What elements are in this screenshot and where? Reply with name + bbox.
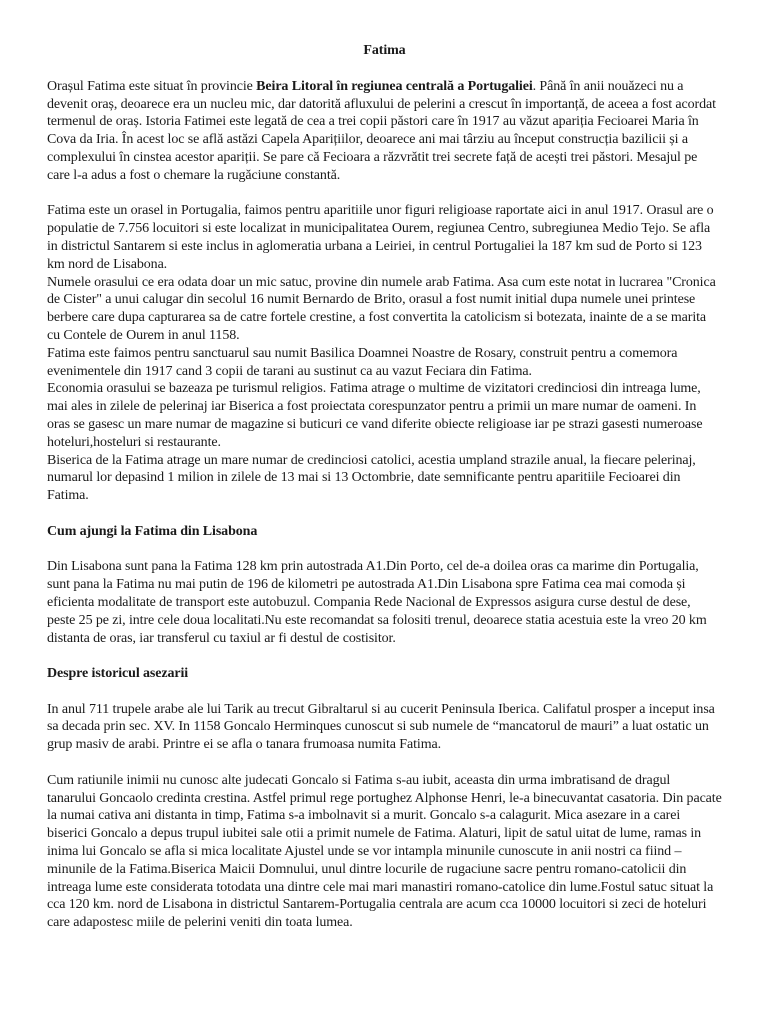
paragraph-gap (47, 505, 722, 523)
document-title: Fatima (363, 43, 406, 58)
section-text-travel: Din Lisabona sunt pana la Fatima 128 km prin autostrada A1.Din Porto, cel de-a doilea oras ca marime din Portugalia, sunt pana la Fatima nu mai putin de 196 de kilometri pe autostrada A1.Din Lisabona spre Fatima cea mai comoda și eficienta modalitate de transport este autobuzul. Compania Rede Nacional de Expressos asigura curse destul de dese, peste 25 pe zi, intre cele doua localitati.Nu este recomandat sa folositi trenul, deoarece statia acestuia este la vreo 20 km distanta de oras, iar transferul cu taxiul ar fi destul de costisitor. (47, 559, 707, 646)
document-page (47, 42, 722, 932)
section-heading-travel: Cum ajungi la Fatima din Lisabona (47, 523, 258, 539)
section-text-history-2: Cum ratiunile inimii nu cunosc alte judecati Goncalo si Fatima s-au iubit, aceasta din urma imbratisand de dragul tanarului Goncaolo credinta crestina. Astfel primul rege portughez Alphonse Henri, le-a binecuvantat casatoria. Din pacate la numai cativa ani distanta in timp, Fatima s-a imbolnavit si a murit. Goncalo s-a calagurit. Mica asezare in a carei biserici Goncalo a depus trupul iubitei sale otii a primit numele de Fatima. Alaturi, lipit de satul uitat de lume, ramas in inima lui Goncalo se afla si mica localitate Ajustel unde se vor intampla minunile cunoscute in anii nostri ca fiind – minunile de la Fatima.Biserica Maicii Domnului, unul dintre locurile de rugaciune sacre pentru romano-catolicii din intreaga lume este considerata totodata una dintre cele mai mari manastiri romano-catolice din lume.Fostul satuc situat la cca 120 km. nord de Lisabona in districtul Santarem-Portugalia centrala are acum cca 10000 locuitori si zeci de hoteluri care adapostesc miile de pelerini veniti din toata lumea. (47, 772, 722, 931)
paragraph-gap (47, 683, 722, 701)
intro-text-end: . Până în anii nouăzeci nu a devenit oraș, deoarece era un nucleu mic, dar datorită afluxului de pelerini a crescut în importanță, de aceea a fost acordat termenul de oraș. Istoria Fatimei este legată de cea a trei copii păstori care în 1917 au văzut apariția Fecioarei Maria în Cova da Iria. În acest loc se află astăzi Capela Aparițiilor, deoarece ani mai târziu au început construcția bazilicii și a complexului în cinstea acestor apariții. Se pare că Fecioara a răzvrătit trei secrete față de acești trei păstori. Mesajul pe care l-a adus a fost o chemare la rugăciune constantă. (47, 78, 716, 183)
paragraph-population: Fatima este un orasel in Portugalia, faimos pentru aparitiile unor figuri religioase raportate aici in anul 1917. Orasul are o populatie de 7.756 locuitori si este localizat in municipalitatea Ourem, regiunea Centro, subregiunea Medio Tejo. Se afla in districtul Santarem si este inclus in aglomeratia urbana a Leiriei, in centrul Portugaliei la 187 km sud de Porto si 123 km nord de Lisabona. (47, 203, 714, 272)
section-heading-history: Despre istoricul asezarii (47, 666, 189, 682)
paragraph-gap (47, 541, 722, 559)
paragraph-economy: Economia orasului se bazeaza pe turismul religios. Fatima atrage o multime de vizitatori credinciosi din intreaga lume, mai ales in zilele de pelerinaj iar Biserica a fost proiectata corespunzator pentru a primii un mare numar de oameni. In oras se gasesc un mare numar de magazine si buticuri ce vand diferite obiecte religioase iar pe strazi gasesti numeroase hoteluri,hosteluri si restaurante. (47, 381, 703, 450)
paragraph-gap (47, 754, 722, 772)
paragraph-gap (47, 647, 722, 665)
paragraph-pilgrims: Biserica de la Fatima atrage un mare numar de credinciosi catolici, acestia umpland strazile anual, la fiecare pelerinaj, numarul lor depasind 1 milion in zilele de 13 mai si 13 Octombrie, date semnificante pentru aparitiile Fecioarei din Fatima. (47, 452, 696, 504)
intro-paragraph (47, 78, 722, 185)
section-text-history-1: In anul 711 trupele arabe ale lui Tarik au trecut Gibraltarul si au cucerit Peninsula Iberica. Califatul prosper a inceput insa sa decada prin sec. XV. In 1158 Goncalo Herminques cunoscut si sub numele de “mancatorul de mauri” a luat ostatic un grup masiv de arabi. Printre ei se afla o tanara frumoasa numita Fatima. (47, 701, 715, 753)
intro-bold-region: Beira Litoral în regiunea centrală a Portugaliei (256, 78, 533, 94)
paragraph-name-origin: Numele orasului ce era odata doar un mic satuc, provine din numele arab Fatima. Asa cum este notat in lucrarea "Cronica de Cister" a unui calugar din secolul 16 numit Bernardo de Brito, orasul a fost numit initial dupa numele unei printese berbere care dupa capturarea sa de catre fortele crestine, a fost convertita la catolicism si botezata, inainte de a se marita cu Contele de Ourem in anul 1158. (47, 274, 716, 343)
paragraph-gap (47, 185, 722, 203)
paragraph-sanctuary: Fatima este faimos pentru sanctuarul sau numit Basilica Doamnei Noastre de Rosary, construit pentru a comemora evenimentele din 1917 cand 3 copii de tarani au sustinut ca au vazut Feciara din Fatima. (47, 345, 678, 379)
intro-text-start: Orașul Fatima este situat în provincie (47, 78, 257, 94)
